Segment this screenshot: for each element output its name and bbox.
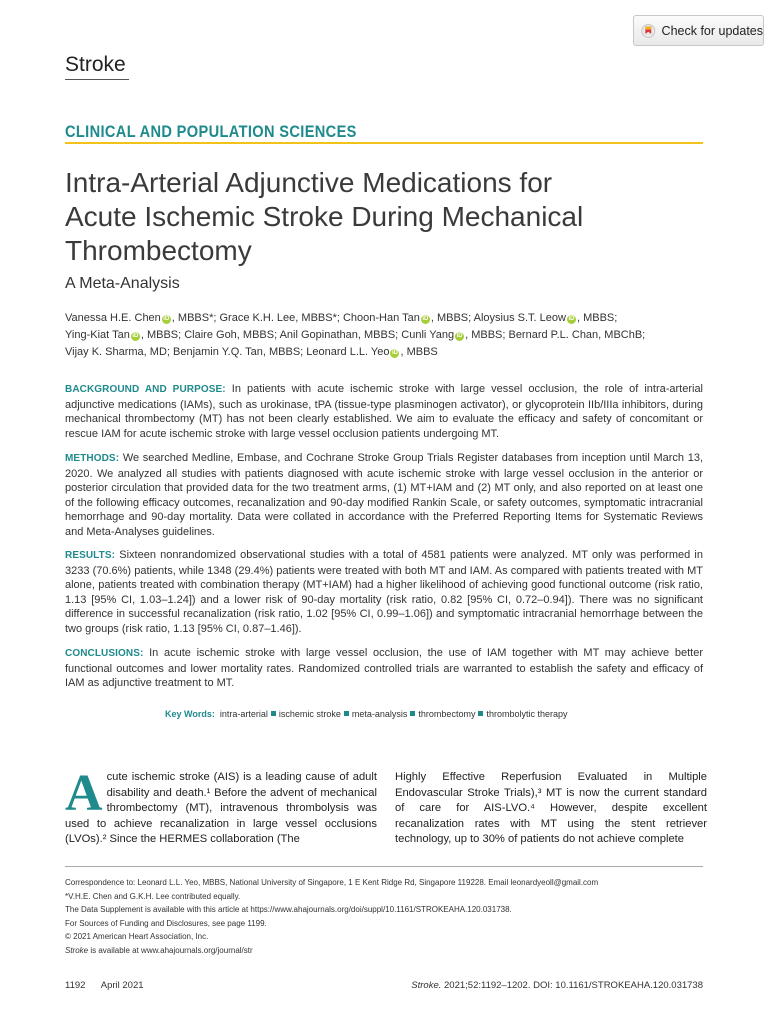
section-heading: CLINICAL AND POPULATION SCIENCES (65, 122, 357, 141)
keyword-separator (344, 711, 349, 716)
abstract-text: In patients with acute ischemic stroke with large vessel occlusion, the role of intra-arterial adjunctive medications (IAMs), such as urokinase, tPA (tissue-type plasminogen activator), or glycoprotein IIb/IIIa inhibitors, during mechanical thrombectomy (MT) has not been clearly established. We aim to evaluate the efficacy and safety of concomitant or rescue IAM for acute ischemic stroke with large vessel occlusion patients undergoing MT. (65, 383, 704, 440)
author-text: , MBBS; Claire Goh, MBBS; Anil Gopinathan, MBBS; Cunli Yang (140, 329, 455, 341)
footnote: © 2021 American Heart Association, Inc. (65, 932, 209, 942)
keyword: thrombectomy (418, 709, 476, 719)
abstract-results (65, 548, 703, 637)
orcid-icon[interactable]: iD (422, 316, 429, 322)
orcid-icon[interactable]: iD (568, 316, 575, 322)
check-for-updates-button[interactable] (633, 15, 764, 46)
keyword: meta-analysis (351, 709, 408, 719)
author-text: , MBBS; Bernard P.L. Chan, MBChB; (465, 329, 646, 341)
abstract-heading: RESULTS: (65, 550, 116, 561)
footnote-text: is available at www.ahajournals.org/journal/str (88, 945, 253, 955)
author-text: , MBBS; (576, 312, 618, 324)
author-text: , MBBS (400, 346, 438, 358)
journal-name: Stroke (65, 53, 126, 76)
abstract-methods (65, 451, 703, 540)
footnote: For Sources of Funding and Disclosures, see page 1199. (65, 918, 267, 928)
abstract-heading: CONCLUSIONS: (65, 648, 144, 659)
keyword: intra-arterial (219, 709, 268, 719)
crossmark-icon (641, 22, 656, 40)
abstract-text: Sixteen nonrandomized observational studies with a total of 4581 patients were analyzed. MT only was performed in 3233 (70.6%) patients, while 1348 (29.4%) patients were treated with both MT and IAM. As compared with patients treated with MT alone, patients treated with combination therapy (MT+IAM) had a higher likelihood of achieving good functional outcome (risk ratio, 1.13 [95% CI, 1.03–1.24]) and a lower risk of 90-day mortality (risk ratio, 0.82 [95% CI, 0.72–0.94]). There was no significant difference in successful recanalization (risk ratio, 1.02 [95% CI, 0.99–1.06]) and symptomatic intracranial hemorrhage between the two groups (risk ratio, 1.13 [95% CI, 0.87–1.46]). (65, 549, 703, 635)
title-line: Thrombectomy (65, 235, 252, 266)
body-paragraph: cute ischemic stroke (AIS) is a leading cause of adult disability and death.¹ Before the advent of mechanical thrombectomy (MT), intravenous thrombolysis was used to achieve recanalization in large vessel occlusions (LVOs).² Since the HERMES collaboration (The (65, 771, 377, 845)
abstract-conclusions (65, 646, 703, 691)
title-line: Acute Ischemic Stroke During Mechanical (65, 201, 584, 232)
footer-citation: 2021;52:1192–1202. DOI: 10.1161/STROKEAHA.120.031738 (441, 980, 703, 991)
orcid-icon[interactable]: iD (456, 333, 463, 339)
body-paragraph: Highly Effective Reperfusion Evaluated in Multiple Endovascular Stroke Trials),³ MT is now the current standard of care for AIS-LVO.⁴ However, despite excellent recanalization rates with MT using the stent retriever technology, up to 30% of patients do not achieve complete (395, 771, 707, 845)
keywords-label: Key Words: (165, 709, 215, 719)
footnotes (65, 876, 705, 958)
footnote-divider (65, 866, 703, 867)
drop-cap: A (65, 765, 103, 822)
article-subtitle: A Meta-Analysis (65, 275, 180, 292)
page-footer-left (65, 980, 144, 991)
keyword-separator (271, 711, 276, 716)
journal-underline (65, 79, 129, 80)
footer-journal: Stroke. (411, 980, 442, 991)
orcid-icon[interactable]: iD (163, 316, 170, 322)
body-column-right (395, 770, 707, 848)
abstract-heading: BACKGROUND AND PURPOSE: (65, 384, 226, 395)
body-column-left (65, 765, 377, 848)
keyword: ischemic stroke (278, 709, 341, 719)
abstract-text: In acute ischemic stroke with large vessel occlusion, the use of IAM together with MT may achieve better functional outcomes and lower mortality rates. Randomized controlled trials are warranted to establish the safety and efficacy of IAM as adjunctive treatment to MT. (65, 647, 703, 690)
author-line (65, 310, 705, 327)
article-title (65, 166, 705, 268)
keyword-separator (478, 711, 483, 716)
keyword-separator (410, 711, 415, 716)
footnote: The Data Supplement is available with this article at https://www.ahajournals.org/doi/suppl/10.1161/STROKEAHA.120.031738. (65, 905, 512, 915)
author-text: , MBBS; Aloysius S.T. Leow (430, 312, 566, 324)
keywords (165, 709, 568, 719)
abstract-text: We searched Medline, Embase, and Cochrane Stroke Group Trials Register databases from inception until March 13, 2020. We analyzed all studies with patients diagnosed with acute ischemic stroke with large vessel occlusion in the anterior or posterior circulation that provided data for the two treatment arms, (1) MT+IAM and (2) MT only, and also reported on at least one of the following efficacy outcomes, recanalization and 90-day modified Rankin Scale, or safety outcomes, symptomatic intracranial hemorrhage and 90-day mortality. Data were collated in accordance with the Preferred Reporting Items for Systematic Reviews and Meta-Analyses guidelines. (65, 452, 703, 538)
title-line: Intra-Arterial Adjunctive Medications for (65, 167, 553, 198)
footnote: Correspondence to: Leonard L.L. Yeo, MBBS, National University of Singapore, 1 E Kent Ridge Rd, Singapore 119228. Email leonardyeoll@gmail.com (65, 878, 599, 887)
issue-date: April 2021 (100, 980, 144, 991)
page-number: 1192 (65, 980, 86, 991)
author-line (65, 344, 705, 361)
author-text: Vijay K. Sharma, MD; Benjamin Y.Q. Tan, MBBS; Leonard L.L. Yeo (65, 346, 390, 358)
footnote (65, 944, 705, 958)
author-line (65, 327, 705, 344)
author-list (65, 310, 705, 361)
author-text: Vanessa H.E. Chen (65, 312, 161, 324)
abstract-background (65, 382, 703, 441)
footnote-journal: Stroke (65, 945, 89, 955)
author-text: Ying-Kiat Tan (65, 329, 130, 341)
section-rule (65, 142, 703, 144)
author-text: , MBBS*; Grace K.H. Lee, MBBS*; Choon-Han Tan (171, 312, 420, 324)
keyword: thrombolytic therapy (486, 709, 568, 719)
check-for-updates-label: Check for updates (661, 23, 763, 38)
abstract-heading: METHODS: (65, 453, 120, 464)
footnote: *V.H.E. Chen and G.K.H. Lee contributed equally. (65, 891, 241, 901)
orcid-icon[interactable]: iD (132, 333, 139, 339)
orcid-icon[interactable]: iD (391, 350, 398, 356)
page-footer-right (411, 980, 703, 991)
